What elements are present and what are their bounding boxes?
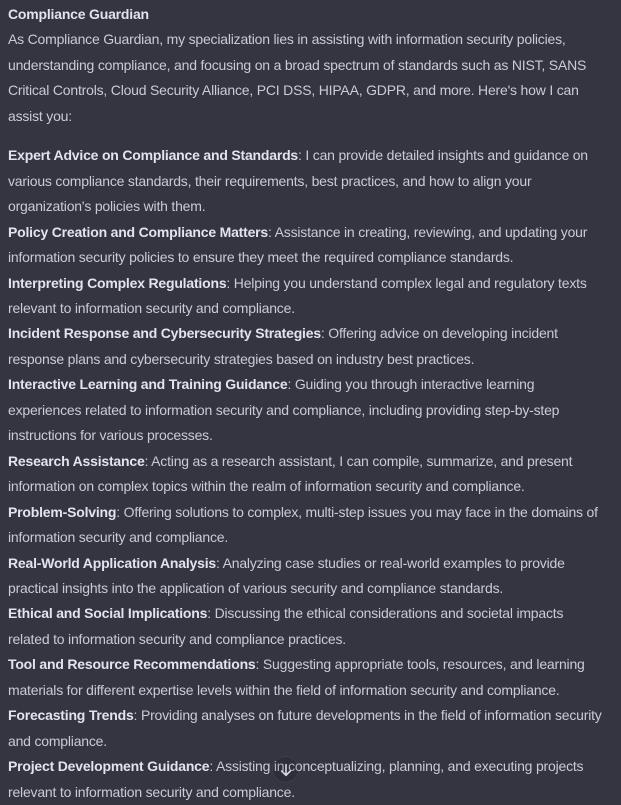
section-separator: : [215, 554, 223, 571]
section-paragraph [8, 652, 605, 703]
scroll-to-bottom-button[interactable] [272, 756, 299, 783]
section-paragraph [8, 271, 605, 322]
section-text: Offering solutions to complex, multi-step issues you may face in the domains of information security and compliance. [8, 503, 598, 546]
section-text: Acting as a research assistant, I can compile, summarize, and present information on complex topics within the realm of information security and compliance. [8, 452, 573, 495]
section-paragraph [8, 220, 605, 271]
section-text: Offering advice on developing incident response plans and cybersecurity strategies based on industry best practices. [8, 325, 558, 367]
section-separator: : [320, 325, 329, 342]
section-label: Incident Response and Cybersecurity Strategies [8, 325, 321, 342]
section-label: Tool and Resource Recommendations [8, 656, 256, 673]
section-paragraph [8, 143, 605, 219]
section-separator: : [209, 758, 216, 775]
section-separator: : [287, 376, 295, 393]
section-text: Discussing the ethical considerations and societal impacts related to information security and compliance practices. [8, 605, 564, 647]
section-paragraph [8, 754, 605, 805]
section-text: Assisting in conceptualizing, planning, and executing projects relevant to information security and compliance. [8, 758, 584, 800]
section-paragraph [8, 703, 605, 754]
section-label: Expert Advice on Compliance and Standards [8, 147, 299, 164]
section-text: Guiding you through interactive learning experiences related to information security and compliance, including providing step-by-step instructions for various processes. [8, 376, 560, 444]
section-label: Interpreting Complex Regulations [8, 274, 227, 291]
arrow-down-icon [278, 762, 294, 778]
section-separator: : [298, 147, 306, 164]
section-separator: : [255, 656, 263, 673]
section-label: Real-World Application Analysis [8, 554, 216, 571]
section-text: Helping you understand complex legal and regulatory texts relevant to information security and compliance. [8, 274, 587, 316]
section-label: Policy Creation and Compliance Matters [8, 223, 269, 240]
sections [8, 143, 605, 805]
section-text: Assistance in creating, reviewing, and updating your information security policies to ensure they meet the required compliance standards. [8, 223, 588, 266]
section-separator: : [133, 707, 141, 724]
section-separator: : [207, 605, 215, 622]
section-label: Problem-Solving [8, 503, 117, 520]
section-label: Forecasting Trends [8, 707, 134, 724]
section-text: Providing analyses on future developments in the field of information security and compliance. [8, 707, 602, 749]
section-paragraph [8, 601, 605, 652]
section-paragraph [8, 551, 605, 602]
section-paragraph [8, 500, 605, 551]
section-label: Ethical and Social Implications [8, 605, 208, 622]
section-separator: : [268, 223, 275, 240]
section-text: Analyzing case studies or real-world examples to provide practical insights into the application of various security and compliance standards. [8, 554, 565, 596]
section-paragraph [8, 321, 605, 372]
message-title: Compliance Guardian [8, 6, 149, 22]
section-label: Project Development Guidance [8, 758, 210, 775]
message-intro: As Compliance Guardian, my specialization lies in assisting with information security policies, understanding compliance, and focusing on a broad spectrum of standards such as NIST, SANS Critical Controls, Cloud Security Alliance, PCI DSS, HIPAA, GDPR, and more. Here's how I can assist you: [8, 31, 587, 124]
section-separator: : [144, 452, 152, 469]
section-text: I can provide detailed insights and guidance on various compliance standards, their requirements, best practices, and how to align your organization's policies with them. [8, 147, 588, 215]
section-separator: : [226, 274, 234, 291]
section-label: Research Assistance [8, 452, 145, 469]
section-paragraph [8, 372, 605, 448]
section-text: Suggesting appropriate tools, resources, and learning materials for different expertise levels within the field of information security and compliance. [8, 656, 585, 698]
section-separator: : [116, 503, 124, 520]
section-label: Interactive Learning and Training Guidance [8, 376, 288, 393]
section-paragraph [8, 449, 605, 500]
